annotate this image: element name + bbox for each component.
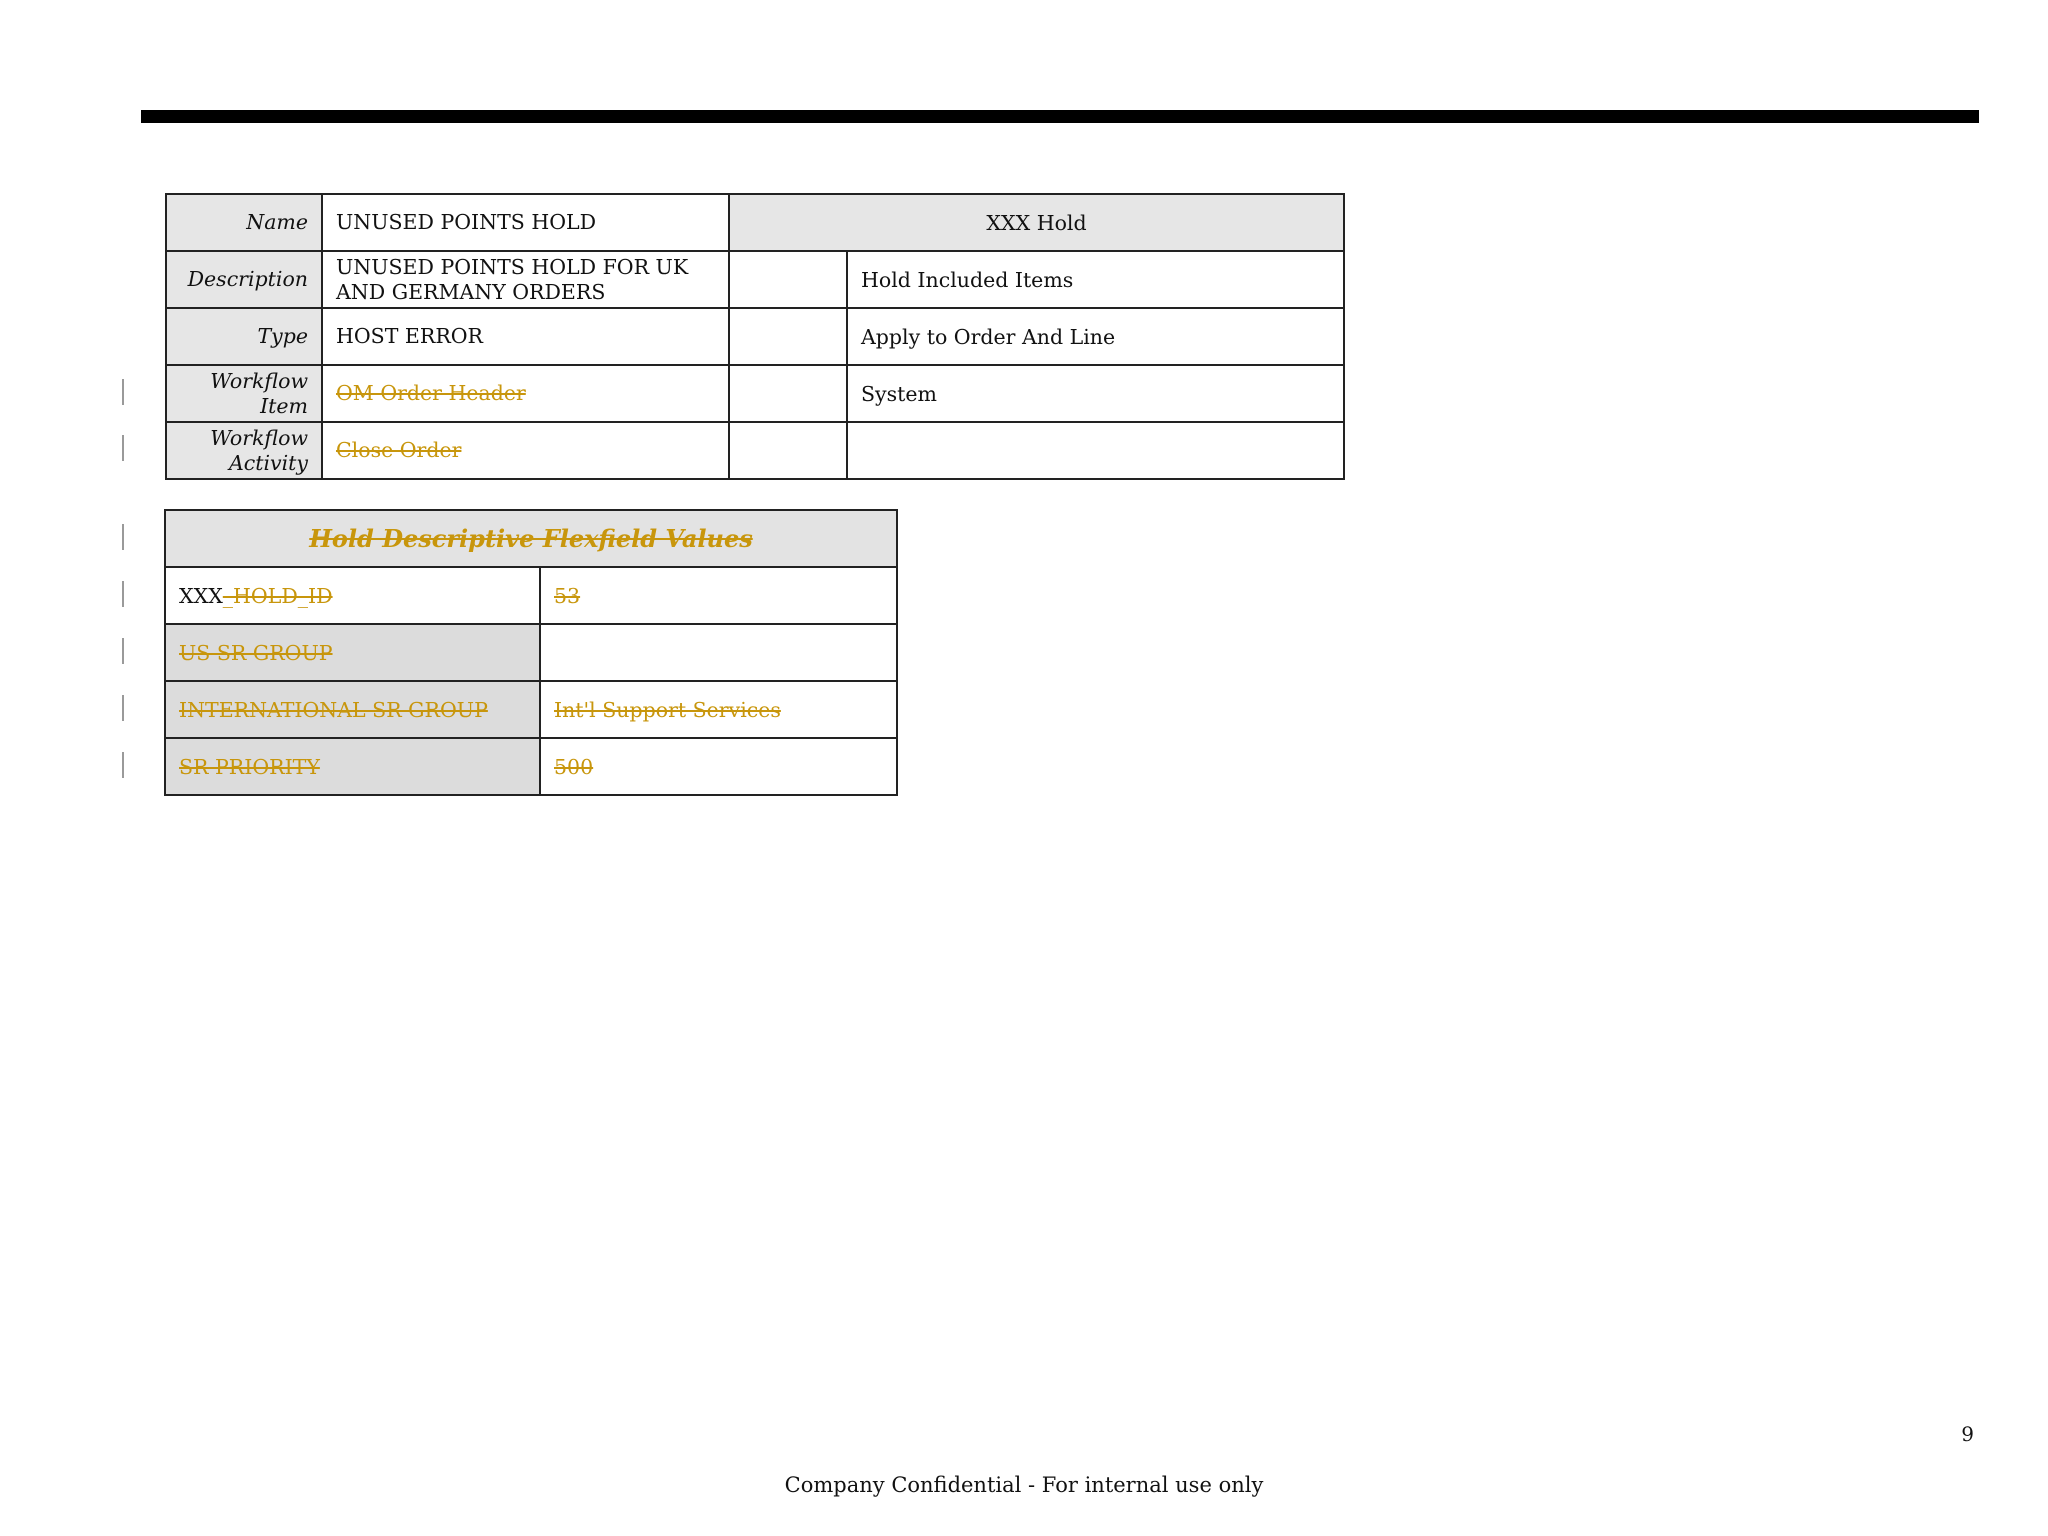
flexfield-key: _HOLD_ID [222,583,333,608]
flexfield-value: 53 [554,583,581,608]
header-rule [141,110,1979,123]
empty-cell [729,365,847,422]
hold-attribute [847,422,1344,479]
change-bar [122,435,124,461]
change-bar [122,524,124,550]
change-bar [122,752,124,778]
description-label: Description [166,251,322,308]
change-bar [122,581,124,607]
table-row [165,681,897,738]
description-value: UNUSED POINTS HOLD FOR UK AND GERMANY ORDERS [322,251,729,308]
name-label: Name [166,194,322,251]
page-number: 9 [1961,1422,1974,1446]
table-row [166,422,1344,479]
flexfield-key-prefix: XXX [179,583,223,608]
hold-section-title: XXX Hold [729,194,1344,251]
flexfield-value: Int'l Support Services [554,697,781,722]
confidentiality-footer: Company Confidential - For internal use only [784,1473,1264,1497]
change-bar [122,379,124,405]
type-label: Type [166,308,322,365]
change-bar [122,638,124,664]
type-value: HOST ERROR [322,308,729,365]
flexfield-key: US SR GROUP [179,640,333,665]
table-row [165,624,897,681]
empty-cell [729,422,847,479]
flexfield-table [164,509,898,796]
flexfield-value: 500 [554,754,594,779]
empty-cell [729,251,847,308]
name-value: UNUSED POINTS HOLD [322,194,729,251]
table-row [165,738,897,795]
hold-attribute: Apply to Order And Line [847,308,1344,365]
workflow-item-value: OM Order Header [336,381,526,406]
empty-cell [729,308,847,365]
workflow-activity-label: Workflow Activity [166,422,322,479]
table-row [166,194,1344,251]
flexfield-title: Hold Descriptive Flexfield Values [309,524,753,553]
hold-definition-table [165,193,1345,480]
table-row [166,251,1344,308]
hold-attribute: System [847,365,1344,422]
change-bar [122,695,124,721]
hold-attribute: Hold Included Items [847,251,1344,308]
table-row [166,308,1344,365]
flexfield-key: INTERNATIONAL SR GROUP [179,697,488,722]
workflow-activity-value: Close Order [336,438,462,463]
table-row [166,365,1344,422]
table-row [165,567,897,624]
table-row [165,510,897,567]
workflow-item-label: Workflow Item [166,365,322,422]
flexfield-key: SR PRIORITY [179,754,320,779]
